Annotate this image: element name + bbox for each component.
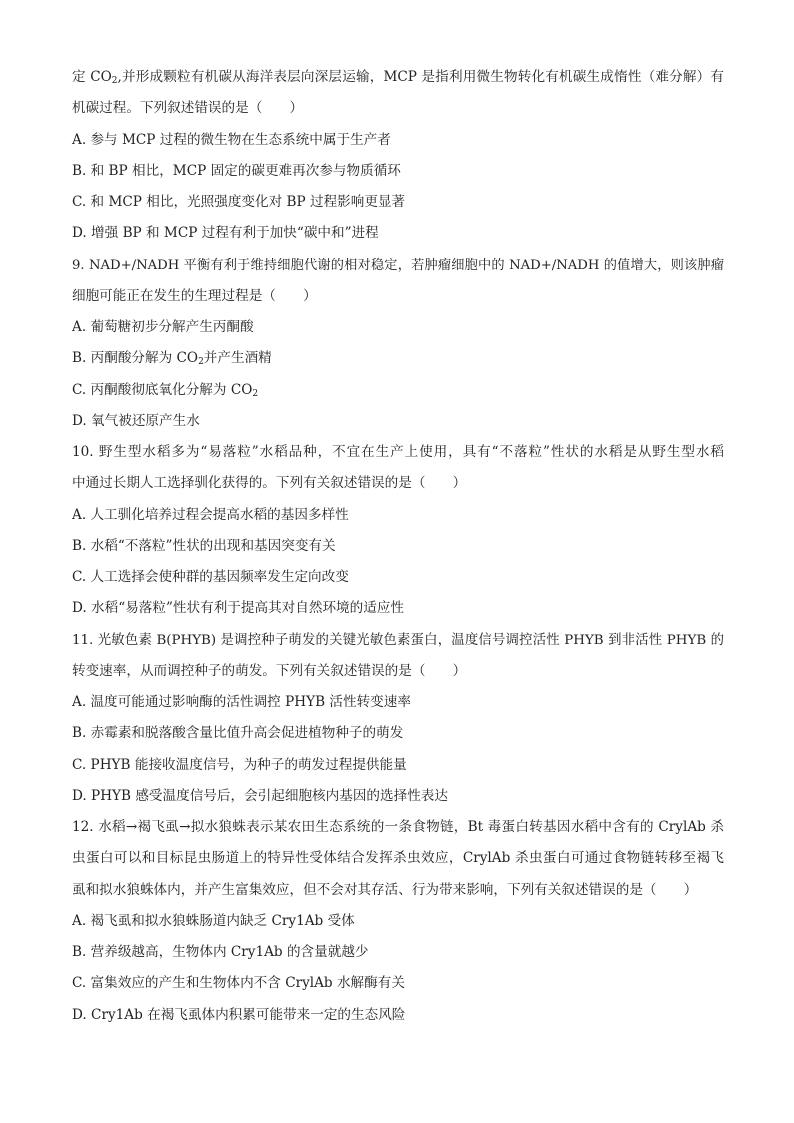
q10-option-c: C. 人工选择会使种群的基因频率发生定向改变 [72,569,349,585]
q11-option-c: C. PHYB 能接收温度信号，为种子的萌发过程提供能量 [72,756,407,773]
q11-option-b: B. 赤霉素和脱落酸含量比值升高会促进植物种子的萌发 [72,725,404,742]
q10-stem-line: 中通过长期人工选择驯化获得的。下列有关叙述错误的是（ ） [72,475,467,492]
q9-option-b: B. 丙酮酸分解为 $CO_2$并产生酒精 [72,350,272,368]
q12-option-c: C. 富集效应的产生和生物体内不含 CrylAb 水解酶有关 [72,975,405,992]
q12-option-b: B. 营养级越高，生物体内 Cry1Ab 的含量就越少 [72,944,369,960]
q10-option-d: D. 水稻“易落粒”性状有利于提高其对自然环境的适应性 [72,600,405,617]
q9-stem-line: 细胞可能正在发生的生理过程是（ ） [72,287,317,304]
q8-stem-line: 定 $CO_2$,并形成颗粒有机碳从海洋表层向深层运输，MCP 是指利用微生物转化有机碳生成惰性（难分解）有 [72,69,724,86]
q8-option-b: B. 和 BP 相比，MCP 固定的碳更难再次参与物质循环 [72,162,401,179]
q11-option-a: A. 温度可能通过影响酶的活性调控 PHYB 活性转变速率 [72,694,411,710]
q9-stem-line: 9. NAD+/NADH 平衡有利于维持细胞代谢的相对稳定，若肿瘤细胞中的 NAD+/NADH 的值增大，则该肿瘤 [72,257,724,273]
q8-option-a: A. 参与 MCP 过程的微生物在生态系统中属于生产者 [72,131,391,148]
q10-stem-line: 10. 野生型水稻多为“易落粒”水稻品种，不宜在生产上使用，具有“不落粒”性状的水稻是从野生型水稻 [72,444,724,460]
q12-option-d: D. Cry1Ab 在褐飞虱体内积累可能带来一定的生态风险 [72,1006,406,1023]
q10-option-a: A. 人工驯化培养过程会提高水稻的基因多样性 [72,506,349,523]
q11-option-d: D. PHYB 感受温度信号后，会引起细胞核内基因的选择性表达 [72,787,448,804]
q9-option-a: A. 葡萄糖初步分解产生丙酮酸 [72,319,254,335]
q9-option-c: C. 丙酮酸彻底氧化分解为 $CO_2$ [72,381,259,399]
exam-page [72,62,724,1031]
q8-option-c: C. 和 MCP 相比，光照强度变化对 BP 过程影响更显著 [72,194,406,210]
q11-stem-line: 转变速率，从而调控种子的萌发。下列有关叙述错误的是（ ） [72,662,467,679]
q12-option-a: A. 褐飞虱和拟水狼蛛肠道内缺乏 Cry1Ab 受体 [72,912,355,929]
q10-option-b: B. 水稻“不落粒”性状的出现和基因突变有关 [72,537,336,554]
q8-stem-line: 机碳过程。下列叙述错误的是（ ） [72,100,304,117]
q12-stem-line: 12. 水稻→褐飞虱→拟水狼蛛表示某农田生态系统的一条食物链，Bt 毒蛋白转基因水稻中含有的 CrylAb 杀 [72,819,724,835]
q11-stem-line: 11. 光敏色素 B(PHYB) 是调控种子萌发的关键光敏色素蛋白，温度信号调控活性 PHYB 到非活性 PHYB 的 [72,632,724,648]
q12-stem-line: 虱和拟水狼蛛体内，并产生富集效应，但不会对其存活、行为带来影响，下列有关叙述错误的是（ ） [72,881,698,898]
q8-option-d: D. 增强 BP 和 MCP 过程有利于加快“碳中和”进程 [72,225,379,242]
q12-stem-line: 虫蛋白可以和目标昆虫肠道上的特异性受体结合发挥杀虫效应，CrylAb 杀虫蛋白可通过食物链转移至褐飞 [72,850,724,867]
q9-option-d: D. 氧气被还原产生水 [72,412,200,429]
